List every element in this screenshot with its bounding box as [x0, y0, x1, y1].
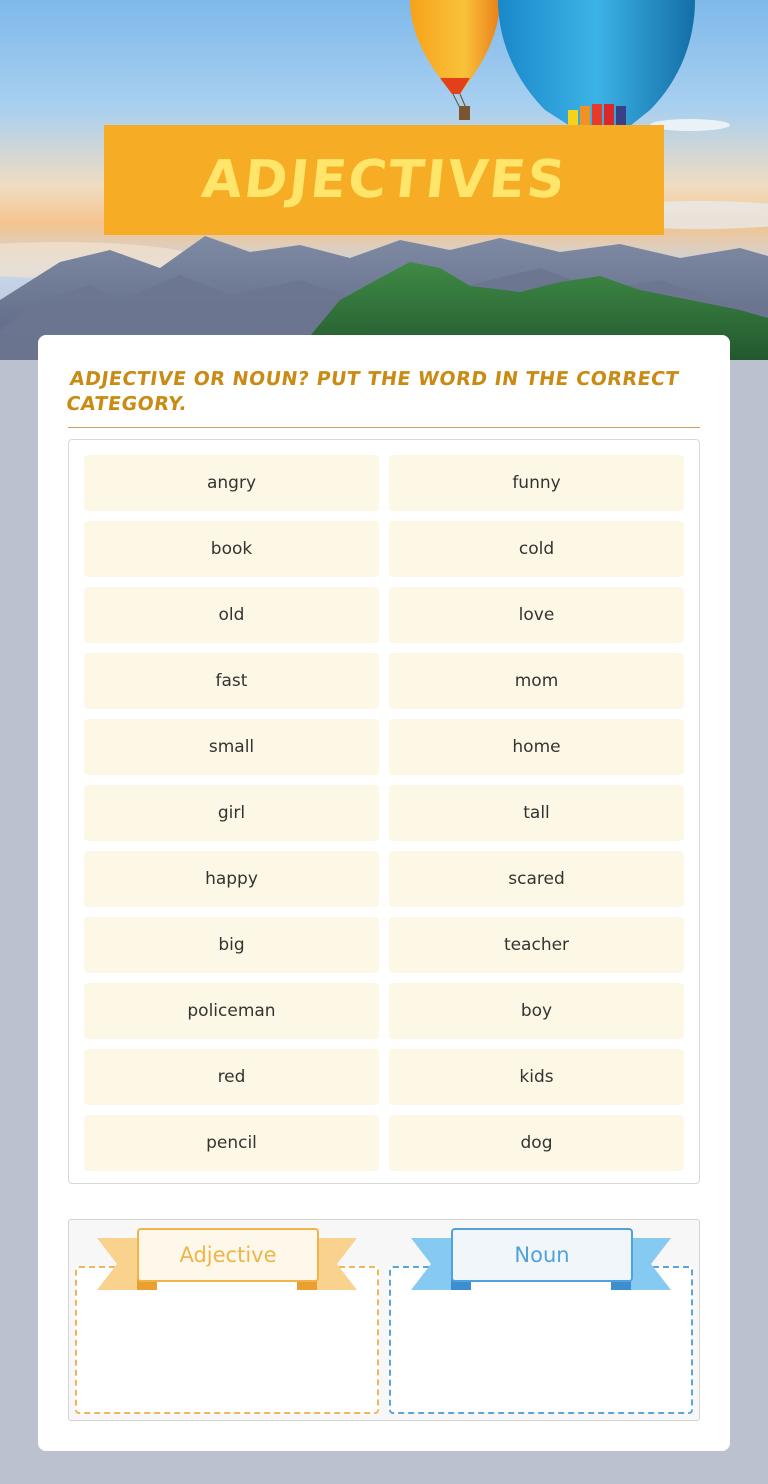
category-area [68, 1219, 700, 1421]
word-tile[interactable]: teacher [389, 917, 684, 973]
word-tile[interactable]: fast [84, 653, 379, 709]
noun-label: Noun [451, 1228, 633, 1282]
category-noun [389, 1220, 693, 1420]
word-tile[interactable]: policeman [84, 983, 379, 1039]
word-grid [84, 455, 684, 1171]
word-bank [68, 439, 700, 1184]
word-tile[interactable]: angry [84, 455, 379, 511]
adjective-label: Adjective [137, 1228, 319, 1282]
category-adjective [75, 1220, 379, 1420]
word-tile[interactable]: red [84, 1049, 379, 1105]
word-tile[interactable]: love [389, 587, 684, 643]
word-tile[interactable]: home [389, 719, 684, 775]
word-tile[interactable]: big [84, 917, 379, 973]
title-banner [104, 125, 664, 235]
word-tile[interactable]: pencil [84, 1115, 379, 1171]
word-tile[interactable]: book [84, 521, 379, 577]
word-tile[interactable]: kids [389, 1049, 684, 1105]
word-tile[interactable]: cold [389, 521, 684, 577]
word-tile[interactable]: tall [389, 785, 684, 841]
word-tile[interactable]: mom [389, 653, 684, 709]
word-tile[interactable]: scared [389, 851, 684, 907]
word-tile[interactable]: small [84, 719, 379, 775]
page-title: ADJECTIVES [198, 150, 570, 210]
word-tile[interactable]: funny [389, 455, 684, 511]
word-tile[interactable]: girl [84, 785, 379, 841]
word-tile[interactable]: boy [389, 983, 684, 1039]
divider [68, 427, 700, 428]
activity-card [38, 335, 730, 1451]
word-tile[interactable]: dog [389, 1115, 684, 1171]
instructions-text: ADJECTIVE OR NOUN? PUT THE WORD IN THE CORRECT CATEGORY. [64, 368, 681, 415]
word-tile[interactable]: old [84, 587, 379, 643]
word-tile[interactable]: happy [84, 851, 379, 907]
